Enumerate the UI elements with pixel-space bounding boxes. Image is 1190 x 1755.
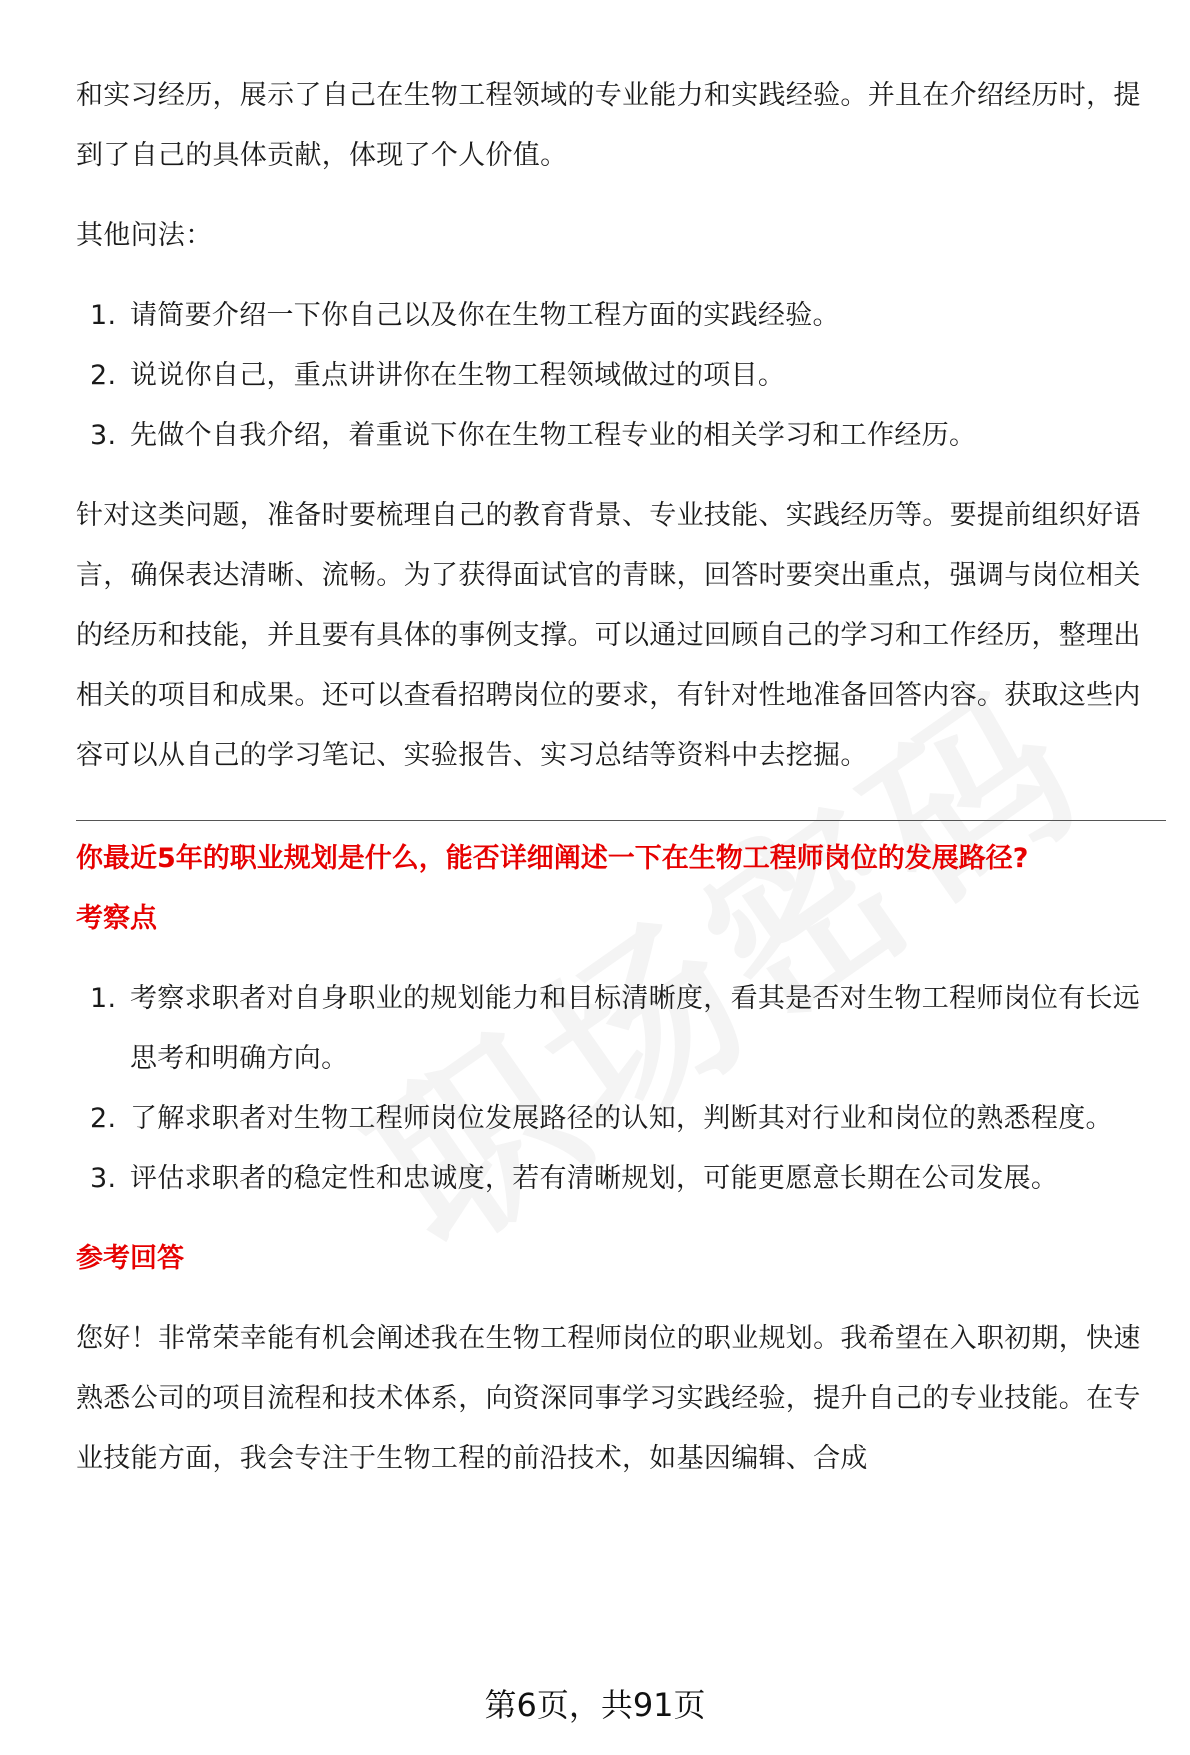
answer-label: 参考回答 xyxy=(76,1243,184,1274)
other-questions-label: 其他问法： xyxy=(76,220,213,251)
page-footer: 第6页，共91页 xyxy=(484,1686,706,1724)
answer-paragraph: 您好！非常荣幸能有机会阐述我在生物工程师岗位的职业规划。我希望在入职初期，快速熟悉公司的项目流程和技术体系，向资深同事学习实践经验，提升自己的专业技能。在专业技能方面，我会专注于生物工程的前沿技术，如基因编辑、合成 xyxy=(76,1323,1141,1474)
question-title: 你最近5年的职业规划是什么，能否详细阐述一下在生物工程师岗位的发展路径? xyxy=(76,843,1029,874)
advice-paragraph: 针对这类问题，准备时要梳理自己的教育背景、专业技能、实践经历等。要提前组织好语言，确保表达清晰、流畅。为了获得面试官的青睐，回答时要突出重点，强调与岗位相关的经历和技能，并且要有具体的事例支撑。可以通过回顾自己的学习和工作经历，整理出相关的项目和成果。还可以查看招聘岗位的要求，有针对性地准备回答内容。获取这些内容可以从自己的学习笔记、实验报告、实习总结等资料中去挖掘。 xyxy=(76,500,1141,771)
focus-label: 考察点 xyxy=(76,903,157,934)
list-item: 3. 评估求职者的稳定性和忠诚度，若有清晰规划，可能更愿意长期在公司发展。 xyxy=(90,1163,1059,1194)
list-item: 1. 考察求职者对自身职业的规划能力和目标清晰度，看其是否对生物工程师岗位有长远思考和明确方向。 xyxy=(90,983,1141,1074)
document-page xyxy=(76,66,1166,1489)
list-item: 1. 请简要介绍一下你自己以及你在生物工程方面的实践经验。 xyxy=(90,300,840,331)
intro-paragraph: 和实习经历，展示了自己在生物工程领域的专业能力和实践经验。并且在介绍经历时，提到了自己的具体贡献，体现了个人价值。 xyxy=(76,80,1141,171)
list-item: 2. 说说你自己，重点讲讲你在生物工程领域做过的项目。 xyxy=(90,360,786,391)
other-questions-list xyxy=(76,286,1166,466)
section-divider xyxy=(76,820,1166,821)
list-item: 2. 了解求职者对生物工程师岗位发展路径的认知，判断其对行业和岗位的熟悉程度。 xyxy=(90,1103,1113,1134)
focus-points-list xyxy=(76,969,1166,1209)
list-item: 3. 先做个自我介绍，着重说下你在生物工程专业的相关学习和工作经历。 xyxy=(90,420,977,451)
